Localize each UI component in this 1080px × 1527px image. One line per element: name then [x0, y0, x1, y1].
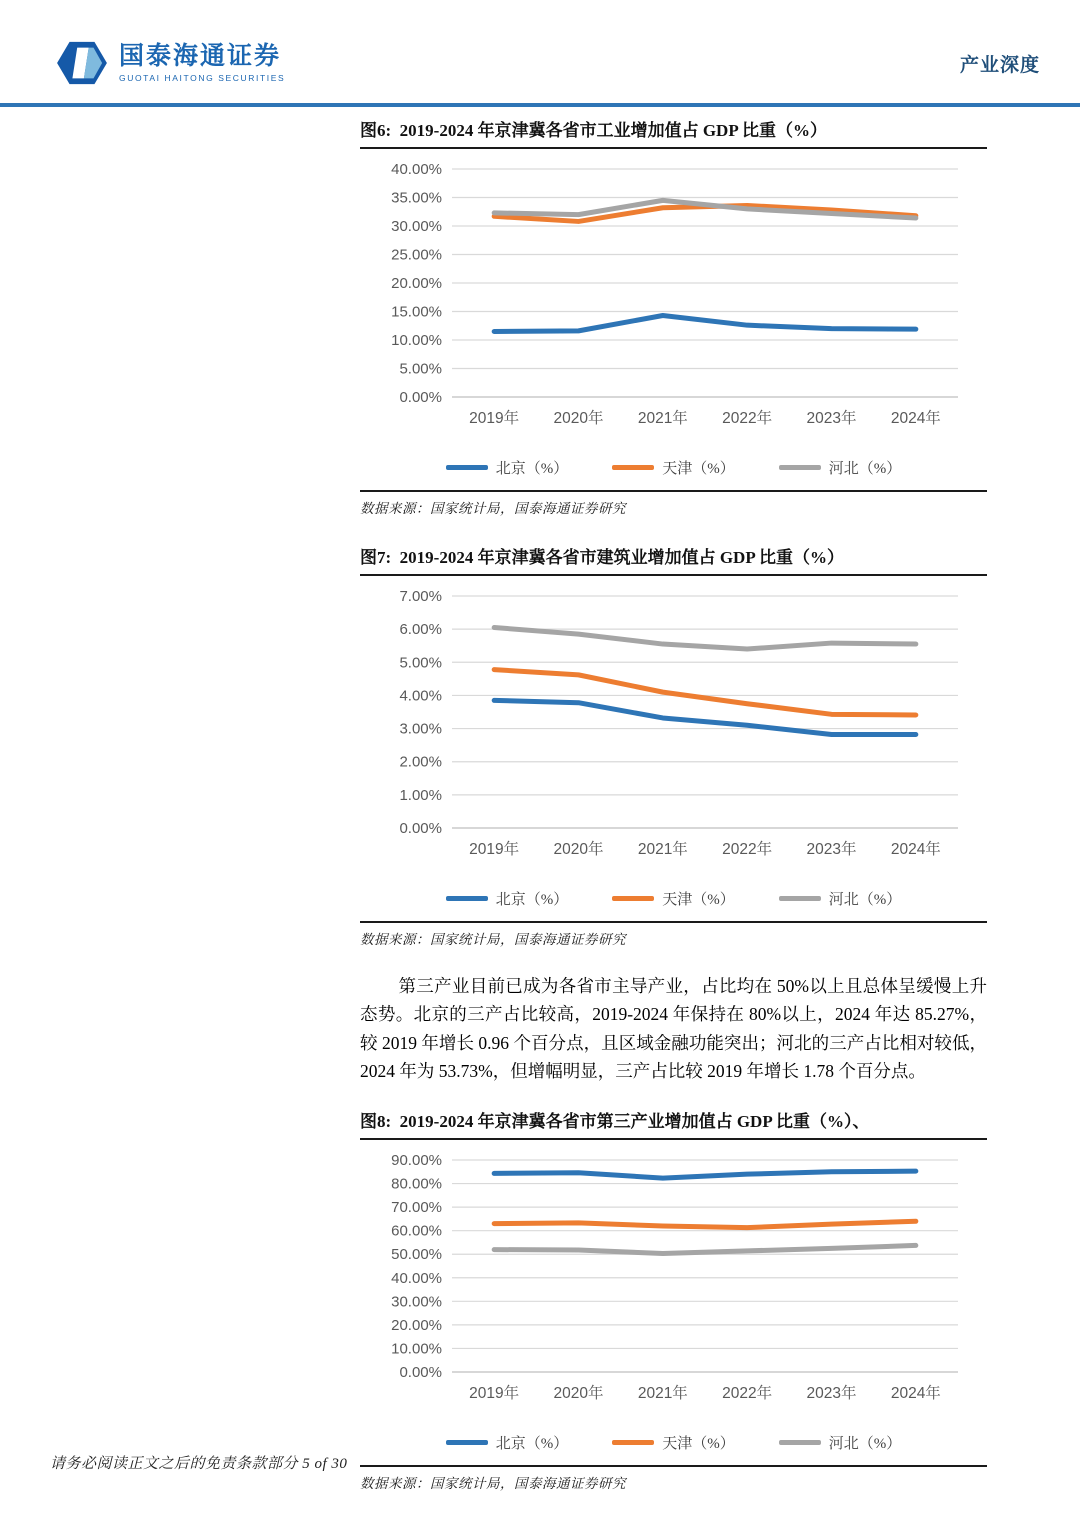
figure-6-title: 图6: 2019-2024 年京津冀各省市工业增加值占 GDP 比重（%） [360, 116, 987, 149]
legend-swatch [779, 896, 821, 901]
line-chart-fig8 [360, 1146, 987, 1422]
company-logo [57, 40, 285, 86]
legend-item [779, 888, 902, 909]
svg-text:6.00%: 6.00% [399, 621, 442, 639]
svg-text:2021年: 2021年 [637, 410, 688, 427]
svg-text:7.00%: 7.00% [399, 588, 442, 605]
svg-text:35.00%: 35.00% [391, 189, 442, 207]
svg-text:2022年: 2022年 [722, 1385, 773, 1403]
svg-text:80.00%: 80.00% [391, 1175, 442, 1193]
page-header [0, 0, 1080, 108]
svg-text:2022年: 2022年 [722, 410, 773, 427]
svg-text:5.00%: 5.00% [399, 360, 442, 378]
svg-text:1.00%: 1.00% [399, 786, 442, 804]
legend-swatch [446, 1440, 488, 1445]
svg-text:2020年: 2020年 [553, 410, 604, 427]
legend-label: 天津（%） [662, 891, 735, 908]
svg-text:25.00%: 25.00% [391, 246, 442, 264]
svg-text:0.00%: 0.00% [399, 820, 442, 837]
svg-text:40.00%: 40.00% [391, 1270, 442, 1288]
legend-item [779, 1432, 902, 1453]
svg-text:2020年: 2020年 [553, 1385, 604, 1403]
svg-text:0.00%: 0.00% [399, 1364, 442, 1382]
line-chart-fig7 [360, 582, 987, 878]
footer-disclaimer: 请务必阅读正文之后的免责条款部分 5 of 30 [50, 1456, 348, 1472]
legend-swatch [779, 1440, 821, 1445]
svg-text:40.00%: 40.00% [391, 161, 442, 178]
figure-6-source: 数据来源：国家统计局，国泰海通证券研究 [360, 490, 987, 517]
figure-7-legend [360, 885, 987, 911]
legend-item [612, 1432, 735, 1453]
legend-item [779, 457, 902, 478]
content-column [360, 116, 987, 1492]
svg-text:2023年: 2023年 [806, 410, 857, 427]
svg-text:5.00%: 5.00% [399, 654, 442, 672]
figure-8-source: 数据来源：国家统计局，国泰海通证券研究 [360, 1465, 987, 1492]
svg-text:2024年: 2024年 [890, 1385, 941, 1403]
company-name-cn: 国泰海通证券 [119, 42, 282, 71]
svg-text:20.00%: 20.00% [391, 275, 442, 292]
svg-text:2019年: 2019年 [469, 410, 520, 427]
report-section-label: 产业深度 [959, 55, 1040, 76]
legend-item [612, 888, 735, 909]
svg-text:2019年: 2019年 [469, 1385, 520, 1403]
legend-label: 天津（%） [662, 1435, 735, 1452]
svg-text:2020年: 2020年 [553, 841, 604, 858]
legend-swatch [446, 896, 488, 901]
svg-text:3.00%: 3.00% [399, 720, 442, 738]
svg-text:0.00%: 0.00% [399, 389, 442, 406]
legend-label: 北京（%） [495, 891, 569, 908]
legend-item [446, 888, 569, 909]
legend-swatch [612, 1440, 654, 1445]
svg-text:2021年: 2021年 [637, 1385, 688, 1403]
figure-8-chart [360, 1146, 987, 1427]
svg-text:2024年: 2024年 [890, 841, 941, 858]
company-logo-icon [57, 40, 107, 86]
figure-6-chart [360, 155, 987, 452]
svg-text:15.00%: 15.00% [391, 303, 442, 321]
svg-text:2.00%: 2.00% [399, 753, 442, 771]
svg-text:70.00%: 70.00% [391, 1199, 442, 1217]
legend-swatch [446, 465, 488, 470]
line-chart-fig6 [360, 155, 987, 447]
svg-text:2024年: 2024年 [890, 410, 941, 427]
figure-6 [360, 116, 987, 517]
body-paragraph: 第三产业目前已成为各省市主导产业，占比均在 50%以上且总体呈缓慢上升态势。北京的三产占比较高，2019-2024 年保持在 80%以上，2024 年达 85.27%，较 2019 年增长 0.96 个百分点，且区域金融功能突出；河北的三产占比相对较低，2024 年为 53.73%，但增幅明显，三产占比较 2019 年增长 1.78 个百分点。 [360, 976, 987, 1082]
svg-text:10.00%: 10.00% [391, 1340, 442, 1358]
legend-label: 天津（%） [662, 460, 735, 477]
svg-text:2023年: 2023年 [806, 1385, 857, 1403]
legend-label: 北京（%） [495, 460, 569, 477]
figure-7-title: 图7: 2019-2024 年京津冀各省市建筑业增加值占 GDP 比重（%） [360, 543, 987, 576]
legend-item [612, 457, 735, 478]
company-name-en: GUOTAI HAITONG SECURITIES [119, 72, 286, 83]
svg-text:2019年: 2019年 [469, 841, 520, 858]
svg-text:60.00%: 60.00% [391, 1223, 442, 1241]
legend-label: 河北（%） [828, 460, 902, 477]
figure-8-legend [360, 1429, 987, 1455]
header-divider [0, 103, 1080, 107]
svg-text:4.00%: 4.00% [399, 687, 442, 705]
figure-6-legend [360, 454, 987, 480]
figure-8-title: 图8: 2019-2024 年京津冀各省市第三产业增加值占 GDP 比重（%）、 [360, 1107, 987, 1140]
figure-8 [360, 1107, 987, 1492]
legend-swatch [612, 465, 654, 470]
svg-text:2021年: 2021年 [637, 841, 688, 858]
legend-label: 河北（%） [828, 1435, 902, 1452]
legend-swatch [612, 896, 654, 901]
svg-text:90.00%: 90.00% [391, 1152, 442, 1170]
legend-swatch [779, 465, 821, 470]
svg-text:30.00%: 30.00% [391, 1293, 442, 1311]
legend-label: 河北（%） [828, 891, 902, 908]
svg-text:50.00%: 50.00% [391, 1246, 442, 1264]
legend-label: 北京（%） [495, 1435, 569, 1452]
svg-text:10.00%: 10.00% [391, 332, 442, 349]
svg-text:20.00%: 20.00% [391, 1317, 442, 1335]
legend-item [446, 1432, 569, 1453]
svg-text:2022年: 2022年 [722, 841, 773, 858]
svg-text:2023年: 2023年 [806, 841, 857, 858]
figure-7-source: 数据来源：国家统计局，国泰海通证券研究 [360, 921, 987, 948]
figure-7 [360, 543, 987, 948]
svg-text:30.00%: 30.00% [391, 218, 442, 235]
legend-item [446, 457, 569, 478]
company-logo-text [119, 43, 285, 83]
figure-7-chart [360, 582, 987, 883]
